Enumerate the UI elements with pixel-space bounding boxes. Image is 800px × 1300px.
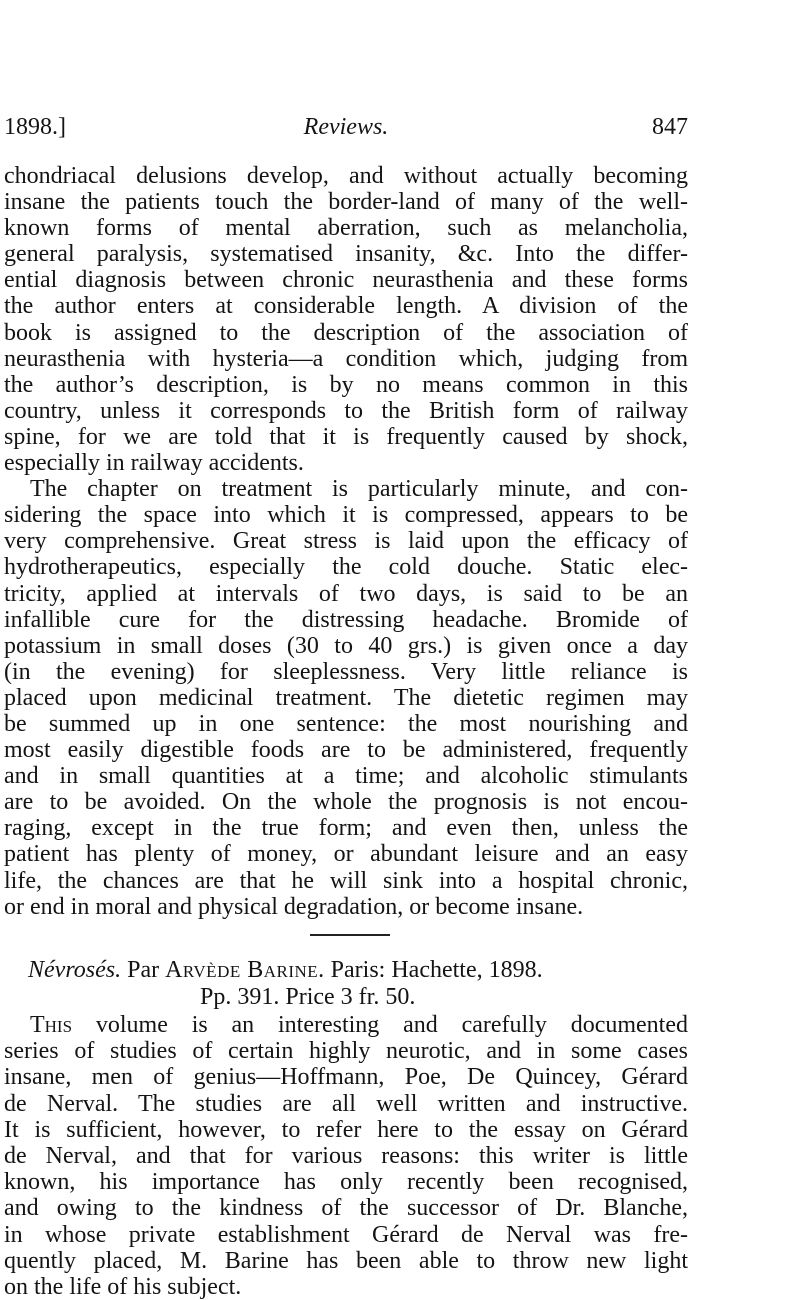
text-line: patient has plenty of money, or abundant leisure and an easy <box>4 841 688 868</box>
text-line: chondriacal delusions develop, and without actually becoming <box>4 163 688 189</box>
text-line: and owing to the kindness of the successor of Dr. Blanche, <box>4 1195 688 1222</box>
text-line: placed upon medicinal treatment. The dietetic regimen may <box>4 684 688 711</box>
text-line: spine, for we are told that it is frequently caused by shock, <box>4 423 688 450</box>
text-line: country, unless it corresponds to the British form of railway <box>4 397 688 424</box>
text-line: known, his importance has only recently been recognised, <box>4 1169 688 1196</box>
review-heading <box>4 957 688 1011</box>
text-line: are to be avoided. On the whole the prognosis is not encou- <box>4 789 688 816</box>
paragraph-review <box>4 1012 688 1300</box>
text-line: infallible cure for the distressing headache. Bromide of <box>4 606 688 633</box>
text-line: insane the patients touch the border-land of many of the well- <box>4 189 688 216</box>
text-line: book is assigned to the description of the association of <box>4 319 688 346</box>
text-line: be summed up in one sentence: the most nourishing and <box>4 710 688 737</box>
text-line: de Nerval, and that for various reasons: this writer is little <box>4 1143 688 1170</box>
text-line: or end in moral and physical degradation, or become insane. <box>4 893 584 920</box>
text-line: raging, except in the true form; and even then, unless the <box>4 815 688 842</box>
book-author: Arvède Barine. <box>165 957 325 983</box>
book-publisher: Paris: Hachette, 1898. <box>330 957 543 983</box>
review-body <box>4 1012 688 1300</box>
paragraph-continuation <box>4 163 688 476</box>
article-body <box>4 163 688 920</box>
text-line: ential diagnosis between chronic neurasthenia and these forms <box>4 267 688 294</box>
text-line: very comprehensive. Great stress is laid upon the efficacy of <box>4 528 688 555</box>
book-details: Pp. 391. Price 3 fr. 50. <box>200 984 416 1010</box>
text-line: sidering the space into which it is compressed, appears to be <box>4 502 688 529</box>
text-line: It is sufficient, however, to refer here to the essay on Gérard <box>4 1116 688 1143</box>
text-line: most easily digestible foods are to be administered, frequently <box>4 737 688 764</box>
section-divider <box>310 934 390 936</box>
lead-line-rest: volume is an interesting and carefully documented <box>72 1012 688 1038</box>
text-line <box>4 1012 688 1038</box>
text-line: known forms of mental aberration, such as melancholia, <box>4 215 688 242</box>
text-line: de Nerval. The studies are all well written and instructive. <box>4 1090 688 1117</box>
text-line: insane, men of genius—Hoffmann, Poe, De Quincey, Gérard <box>4 1064 688 1091</box>
text-line: the author enters at considerable length. A division of the <box>4 293 688 320</box>
text-line: neurasthenia with hysteria—a condition which, judging from <box>4 345 688 372</box>
text-line: the author’s description, is by no means common in this <box>4 371 688 398</box>
running-head-section: Reviews. <box>303 114 389 140</box>
text-line: tricity, applied at intervals of two days, is said to be an <box>4 580 688 607</box>
text-line: especially in railway accidents. <box>4 450 304 477</box>
paragraph-treatment <box>4 476 688 920</box>
text-line: life, the chances are that he will sink into a hospital chronic, <box>4 867 688 894</box>
review-heading-line <box>4 957 688 984</box>
text-line: series of studies of certain highly neurotic, and in some cases <box>4 1038 688 1065</box>
text-line: general paralysis, systematised insanity, &c. Into the differ- <box>4 241 688 268</box>
page-number: 847 <box>652 114 688 140</box>
text-line: on the life of his subject. <box>4 1274 242 1300</box>
book-title: Névrosés. <box>28 957 122 983</box>
by-word: Par <box>127 957 160 983</box>
text-line: The chapter on treatment is particularly minute, and con- <box>30 476 688 503</box>
running-head <box>4 114 688 148</box>
text-line: hydrotherapeutics, especially the cold douche. Static elec- <box>4 554 688 581</box>
text-line: and in small quantities at a time; and alcoholic stimulants <box>4 763 688 790</box>
text-line: quently placed, M. Barine has been able to throw new light <box>4 1247 688 1274</box>
text-line: in whose private establishment Gérard de Nerval was fre- <box>4 1221 688 1248</box>
text-line: (in the evening) for sleeplessness. Very little reliance is <box>4 658 688 685</box>
running-head-year: 1898.] <box>4 114 66 140</box>
lead-word: This <box>30 1012 73 1038</box>
text-line: potassium in small doses (30 to 40 grs.) is given once a day <box>4 632 688 659</box>
